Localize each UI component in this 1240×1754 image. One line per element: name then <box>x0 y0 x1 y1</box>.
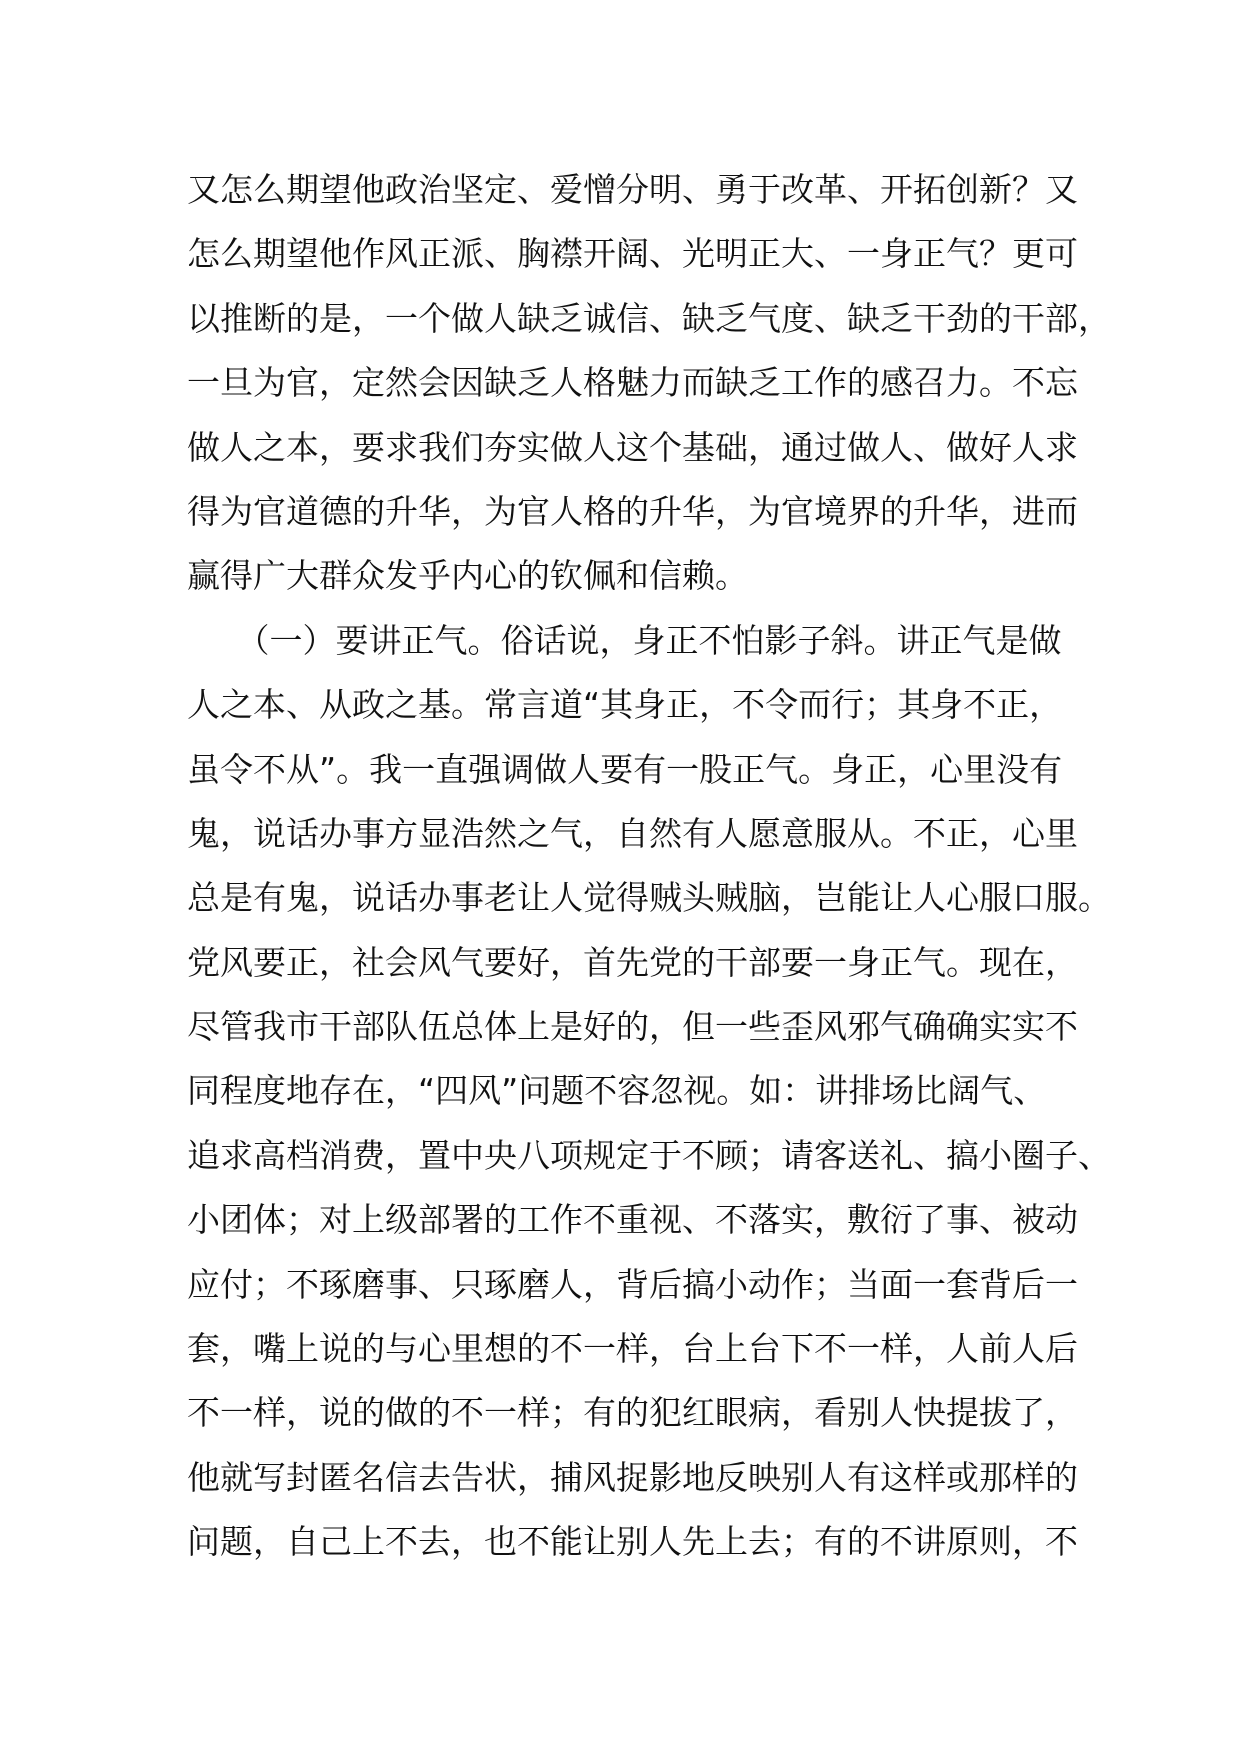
text-line: 一旦为官，定然会因缺乏人格魅力而缺乏工作的感召力。不忘 <box>187 363 1078 403</box>
text-line: 追求高档消费，置中央八项规定于不顾；请客送礼、搞小圈子、 <box>187 1135 1111 1175</box>
text-line: 以推断的是，一个做人缺乏诚信、缺乏气度、缺乏干劲的干部， <box>187 298 1111 338</box>
text-line: 应付；不琢磨事、只琢磨人，背后搞小动作；当面一套背后一 <box>187 1264 1078 1304</box>
text-line: 不一样，说的做的不一样；有的犯红眼病，看别人快提拔了， <box>187 1393 1078 1433</box>
text-line: 问题，自己上不去，也不能让别人先上去；有的不讲原则，不 <box>187 1522 1078 1562</box>
section-heading-line: （一）要讲正气。俗话说，身正不怕影子斜。讲正气是做 <box>187 620 1062 660</box>
text-line: 做人之本，要求我们夯实做人这个基础，通过做人、做好人求 <box>187 427 1078 467</box>
text-line: 套，嘴上说的与心里想的不一样，台上台下不一样，人前人后 <box>187 1329 1078 1369</box>
text-line: 虽令不从”。我一直强调做人要有一股正气。身正，心里没有 <box>187 749 1063 789</box>
text-line: 总是有鬼，说话办事老让人觉得贼头贼脑，岂能让人心服口服。 <box>187 878 1111 918</box>
text-line: 鬼，说话办事方显浩然之气，自然有人愿意服从。不正，心里 <box>187 813 1078 853</box>
text-line: 尽管我市干部队伍总体上是好的，但一些歪风邪气确确实实不 <box>187 1007 1078 1047</box>
text-line: 赢得广大群众发乎内心的钦佩和信赖。 <box>187 556 748 596</box>
body-text <box>187 168 1111 1585</box>
text-line: 小团体；对上级部署的工作不重视、不落实，敷衍了事、被动 <box>187 1200 1078 1240</box>
text-line: 人之本、从政之基。常言道“其身正，不令而行；其身不正， <box>187 685 1063 725</box>
text-line: 他就写封匿名信去告状，捕风捉影地反映别人有这样或那样的 <box>187 1457 1078 1497</box>
text-line: 又怎么期望他政治坚定、爱憎分明、勇于改革、开拓创新？又 <box>187 170 1078 209</box>
text-line: 怎么期望他作风正派、胸襟开阔、光明正大、一身正气？更可 <box>187 234 1078 274</box>
text-line: 得为官道德的升华，为官人格的升华，为官境界的升华，进而 <box>187 491 1078 531</box>
text-line: 同程度地存在，“四风”问题不容忽视。如：讲排场比阔气、 <box>187 1071 1047 1111</box>
text-line: 党风要正，社会风气要好，首先党的干部要一身正气。现在， <box>187 942 1078 982</box>
